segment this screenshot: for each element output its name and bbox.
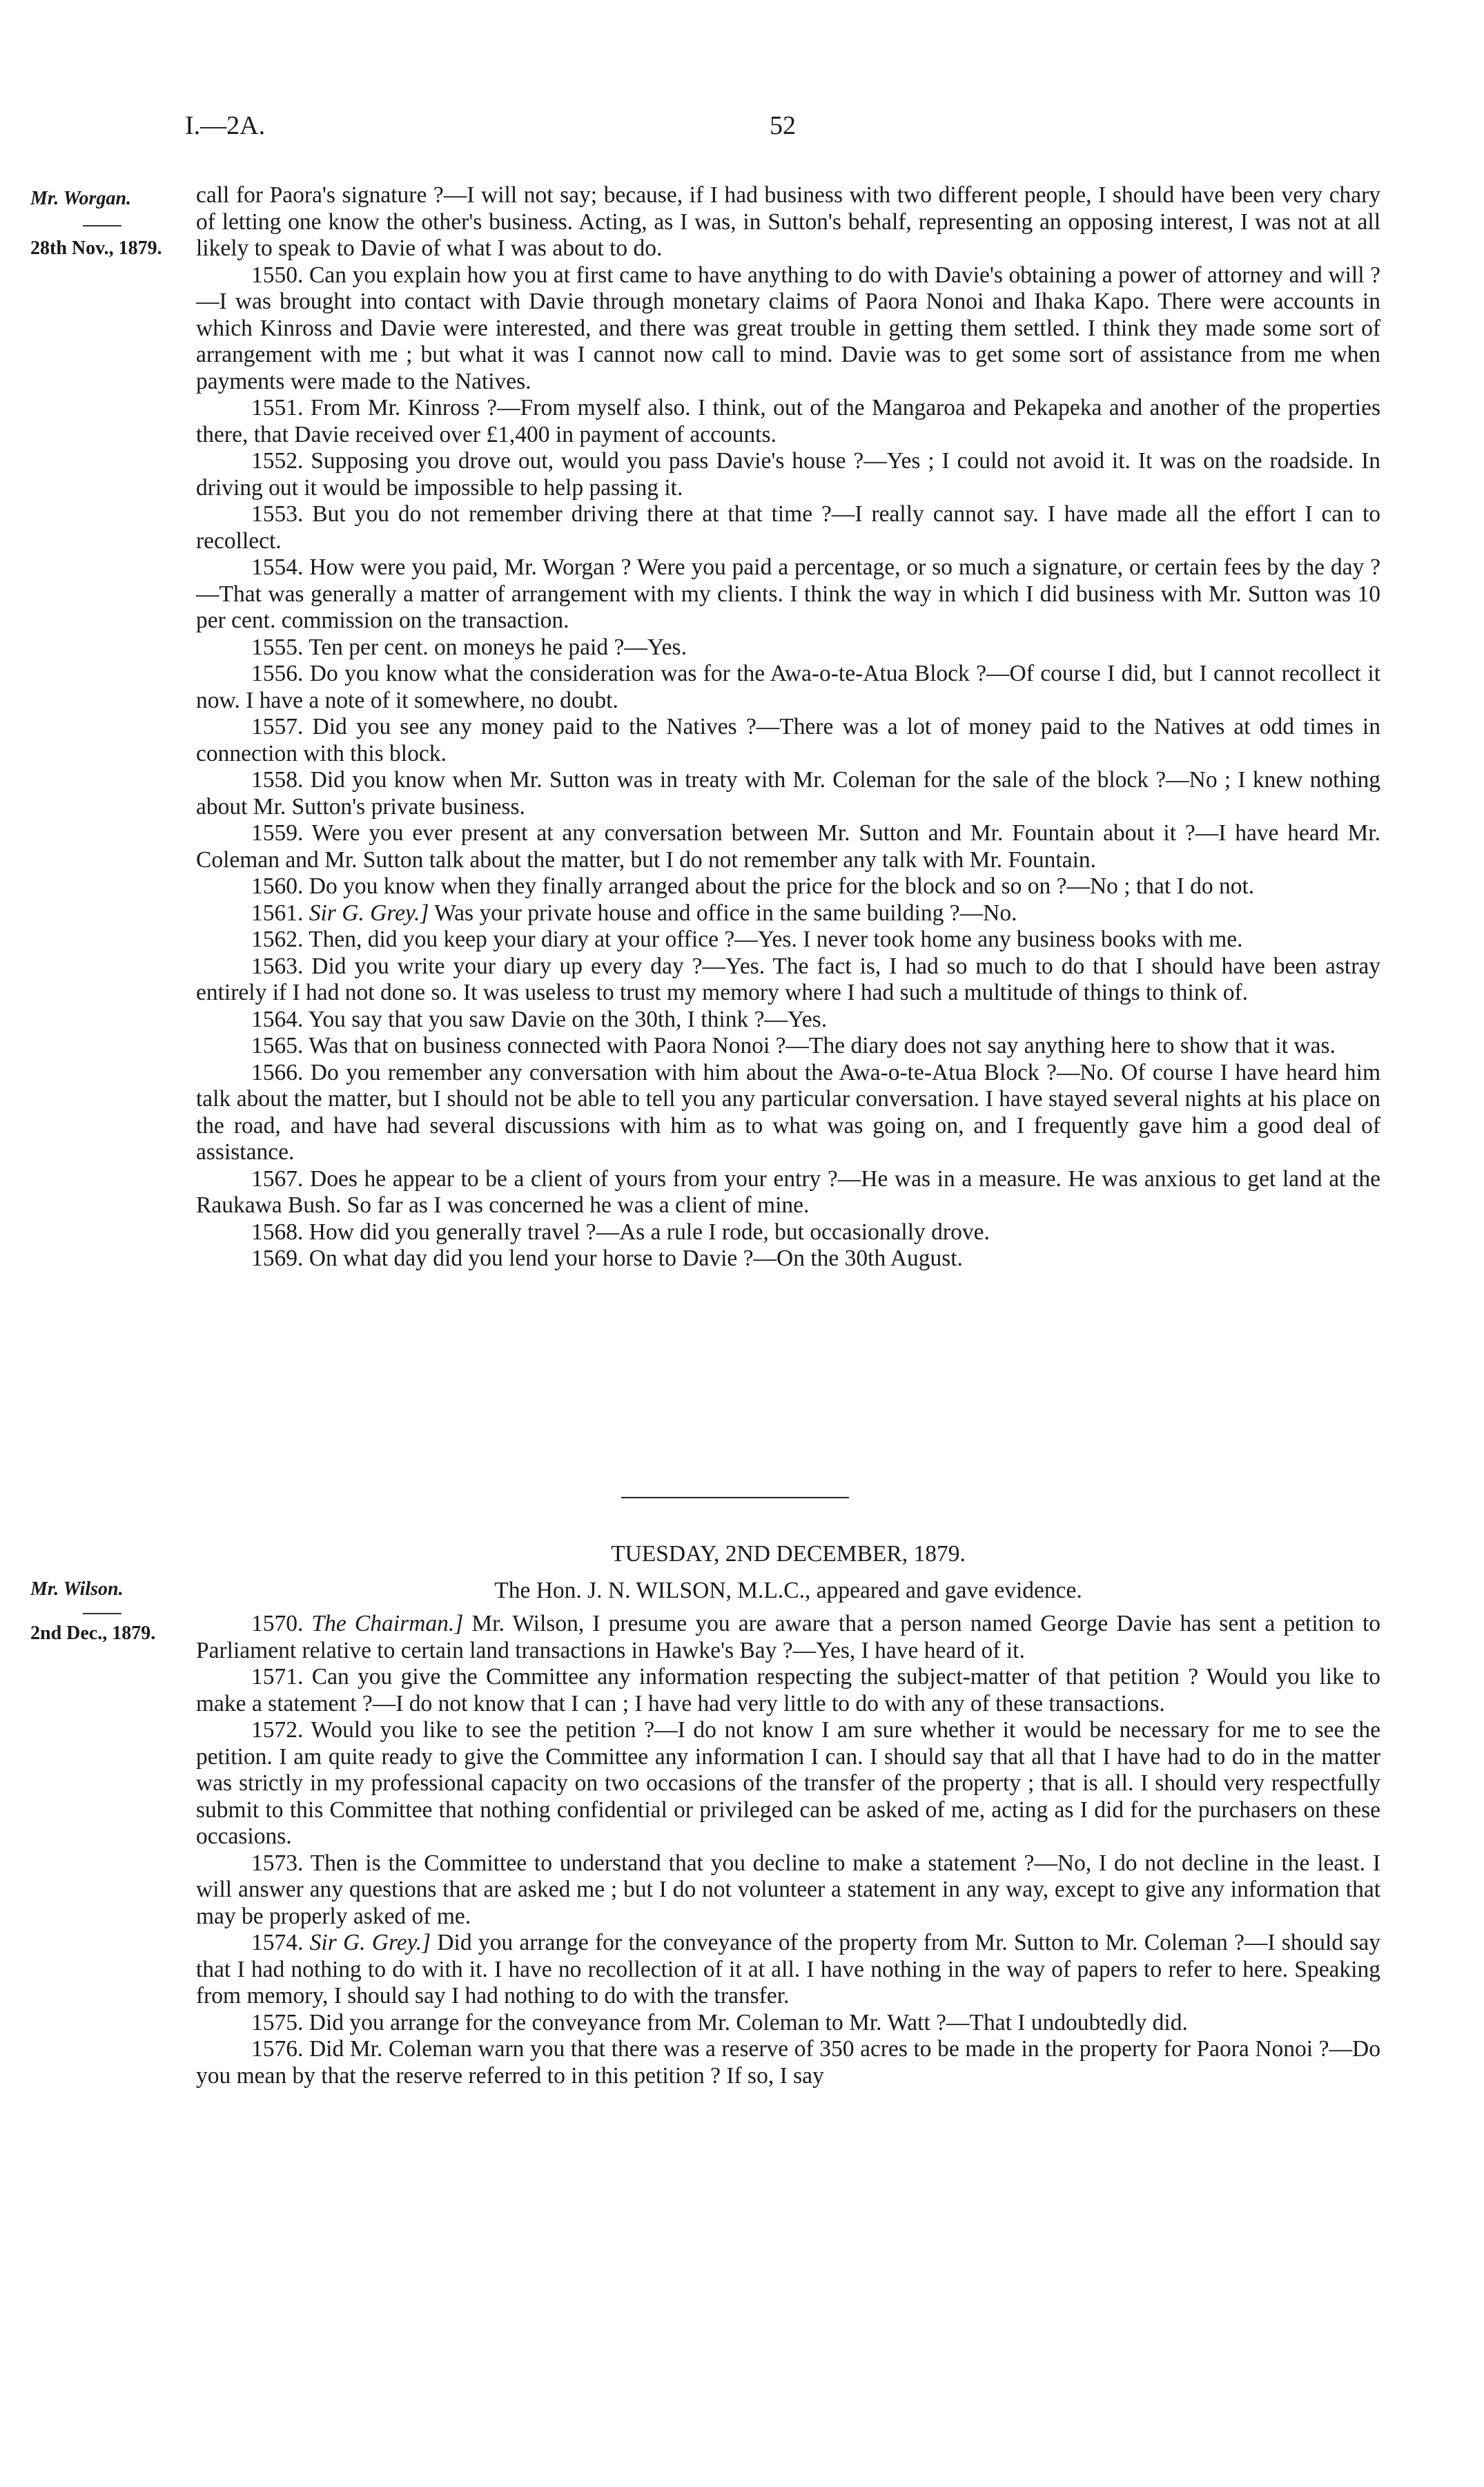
paragraph-1574 (196, 1930, 1380, 2010)
paragraph-1565: 1565. Was that on business connected with Paora Nonoi ?—The diary does not say anything here to show that it was. (251, 1033, 1336, 1058)
paragraph-1573: 1573. Then is the Committee to understand that you decline to make a statement ?—No, I do not decline in the least. I will answer any questions that are asked me ; but I do not volunteer a statement in any way, except to give any information that may be properly asked of me. (196, 1850, 1380, 1929)
paragraph-1557: 1557. Did you see any money paid to the Natives ?—There was a lot of money paid to the Natives at odd times in connection with this block. (196, 714, 1380, 766)
evidence-section-wilson (196, 1541, 1380, 2089)
paragraph-1568: 1568. How did you generally travel ?—As a rule I rode, but occasionally drove. (251, 1219, 990, 1245)
date-heading: TUESDAY, 2ND DECEMBER, 1879. (611, 1541, 966, 1567)
paragraph-1552: 1552. Supposing you drove out, would you pass Davie's house ?—Yes ; I could not avoid it. It was on the roadside. In driving out it would be impossible to help passing it. (196, 448, 1380, 501)
document-code: I.—2A. (185, 111, 266, 140)
margin-dash (83, 1613, 121, 1614)
paragraph-1550: 1550. Can you explain how you at first came to have anything to do with Davie's obtaining a power of attorney and will ?—I was brought into contact with Davie through monetary claims of Paora Nonoi and Ihaka Kapo. There were accounts in which Kinross and Davie were interested, and there was great trouble in getting them settled. I think they made some sort of arrangement with me ; but what it was I cannot now call to mind. Davie was to get some sort of assistance from me when payments were made to the Natives. (196, 262, 1380, 394)
paragraph-1569: 1569. On what day did you lend your horse to Davie ?—On the 30th August. (251, 1246, 963, 1271)
page-header (185, 110, 1380, 152)
paragraph-1572: 1572. Would you like to see the petition ?—I do not know I am sure whether it would be necessary for me to see the petition. I am quite ready to give the Committee any information I can. I should say that all that I have had to do in the matter was strictly in my professional capacity on two occasions of the transfer of the property ; that is all. I should very respectfully submit to this Committee that nothing confidential or privileged can be asked of me, acting as I did for the purchasers on these occasions. (196, 1717, 1380, 1849)
question-text: Mr. Wilson, I presume you are aware that a person named George Davie has sent a petition to Parliament relative to certain land transactions in Hawke's Bay ?—Yes, I have heard of it. (196, 1611, 1381, 1663)
paragraph-continued: call for Paora's signature ?—I will not say; because, if I had business with two different people, I should have been very chary of letting one know the other's business. Acting, as I was, in Sutton's behalf, representing an opposing interest, I was not at all likely to speak to Davie of what I was about to do. (196, 182, 1380, 261)
paragraph-1570 (196, 1611, 1380, 1664)
paragraph-1560: 1560. Do you know when they finally arranged about the price for the block and so on ?—No ; that I do not. (251, 873, 1255, 899)
section-divider (621, 1497, 849, 1498)
page-number: 52 (770, 111, 796, 140)
margin-witness-wilson: Mr. Wilson. (30, 1578, 124, 1600)
paragraph-1551: 1551. From Mr. Kinross ?—From myself also. I think, out of the Mangaroa and Pekapeka and another of the properties there, that Davie received over £1,400 in payment of accounts. (196, 395, 1380, 447)
paragraph-1571: 1571. Can you give the Committee any information respecting the subject-matter of that petition ? Would you like to make a statement ?—I do not know that I can ; I have had very little to do with any of these transactions. (196, 1664, 1380, 1716)
paragraph-1556: 1556. Do you know what the consideration was for the Awa-o-te-Atua Block ?—Of course I did, but I cannot recollect it now. I have a note of it somewhere, no doubt. (196, 661, 1380, 713)
evidence-section-worgan (196, 182, 1380, 1272)
paragraph-1576: 1576. Did Mr. Coleman warn you that there was a reserve of 350 acres to be made in the property for Paora Nonoi ?—Do you mean by that the reserve referred to in this petition ? If so, I say (196, 2036, 1380, 2089)
question-number: 1574. (251, 1930, 304, 1955)
paragraph-1566: 1566. Do you remember any conversation with him about the Awa-o-te-Atua Block ?—No. Of course I have heard him talk about the matter, but I should not be able to tell you any particular conversation. I have stayed several nights at his place on the road, and have had several discussions with him as to what was going on, and I frequently gave him a good deal of assistance. (196, 1059, 1380, 1165)
speaker-label: Sir G. Grey.] (309, 1930, 431, 1955)
paragraph-1553: 1553. But you do not remember driving there at that time ?—I really cannot say. I have made all the effort I can to recollect. (196, 501, 1380, 554)
paragraph-1559: 1559. Were you ever present at any conversation between Mr. Sutton and Mr. Fountain about it ?—I have heard Mr. Coleman and Mr. Sutton talk about the matter, but I do not remember any talk with Mr. Fountain. (196, 820, 1380, 873)
paragraph-1575: 1575. Did you arrange for the conveyance from Mr. Coleman to Mr. Watt ?—That I undoubtedly did. (251, 2009, 1188, 2035)
paragraph-1564: 1564. You say that you saw Davie on the 30th, I think ?—Yes. (251, 1006, 828, 1032)
speaker-label: The Chairman.] (311, 1611, 464, 1636)
paragraph-1563: 1563. Did you write your diary up every day ?—Yes. The fact is, I had so much to do that I should have been astray entirely if I had not done so. It was useless to trust my memory where I had such a multitude of things to think of. (196, 953, 1380, 1005)
question-text: Did you arrange for the conveyance of the property from Mr. Sutton to Mr. Coleman ?—I should say that I had nothing to do with it. I have no recollection of it at all. I have nothing in the way of papers to refer to here. Speaking from memory, I should say I had nothing to do with the transfer. (196, 1930, 1381, 2009)
margin-date-worgan: 28th Nov., 1879. (30, 238, 162, 259)
paragraph-1562: 1562. Then, did you keep your diary at your office ?—Yes. I never took home any business books with me. (251, 927, 1243, 952)
paragraph-1554: 1554. How were you paid, Mr. Worgan ? Were you paid a percentage, or so much a signature, or certain fees by the day ?—That was generally a matter of arrangement with my clients. I think the way in which I did business with Mr. Sutton was 10 per cent. commission on the transaction. (196, 554, 1380, 633)
paragraph-1561 (196, 900, 1380, 927)
paragraph-1558: 1558. Did you know when Mr. Sutton was in treaty with Mr. Coleman for the sale of the block ?—No ; I knew nothing about Mr. Sutton's private business. (196, 767, 1380, 820)
question-number: 1561. (251, 900, 304, 926)
margin-dash (83, 225, 121, 226)
speaker-label: Sir G. Grey.] (309, 900, 429, 926)
witness-line: The Hon. J. N. WILSON, M.L.C., appeared and gave evidence. (494, 1577, 1082, 1603)
margin-date-wilson: 2nd Dec., 1879. (30, 1623, 156, 1644)
question-text: Was your private house and office in the same building ?—No. (434, 900, 1017, 926)
question-number: 1570. (251, 1611, 304, 1636)
paragraph-1567: 1567. Does he appear to be a client of yours from your entry ?—He was in a measure. He was anxious to get land at the Raukawa Bush. So far as I was concerned he was a client of mine. (196, 1165, 1380, 1218)
margin-witness-worgan: Mr. Worgan. (30, 188, 132, 209)
paragraph-1555: 1555. Ten per cent. on moneys he paid ?—Yes. (251, 634, 687, 660)
